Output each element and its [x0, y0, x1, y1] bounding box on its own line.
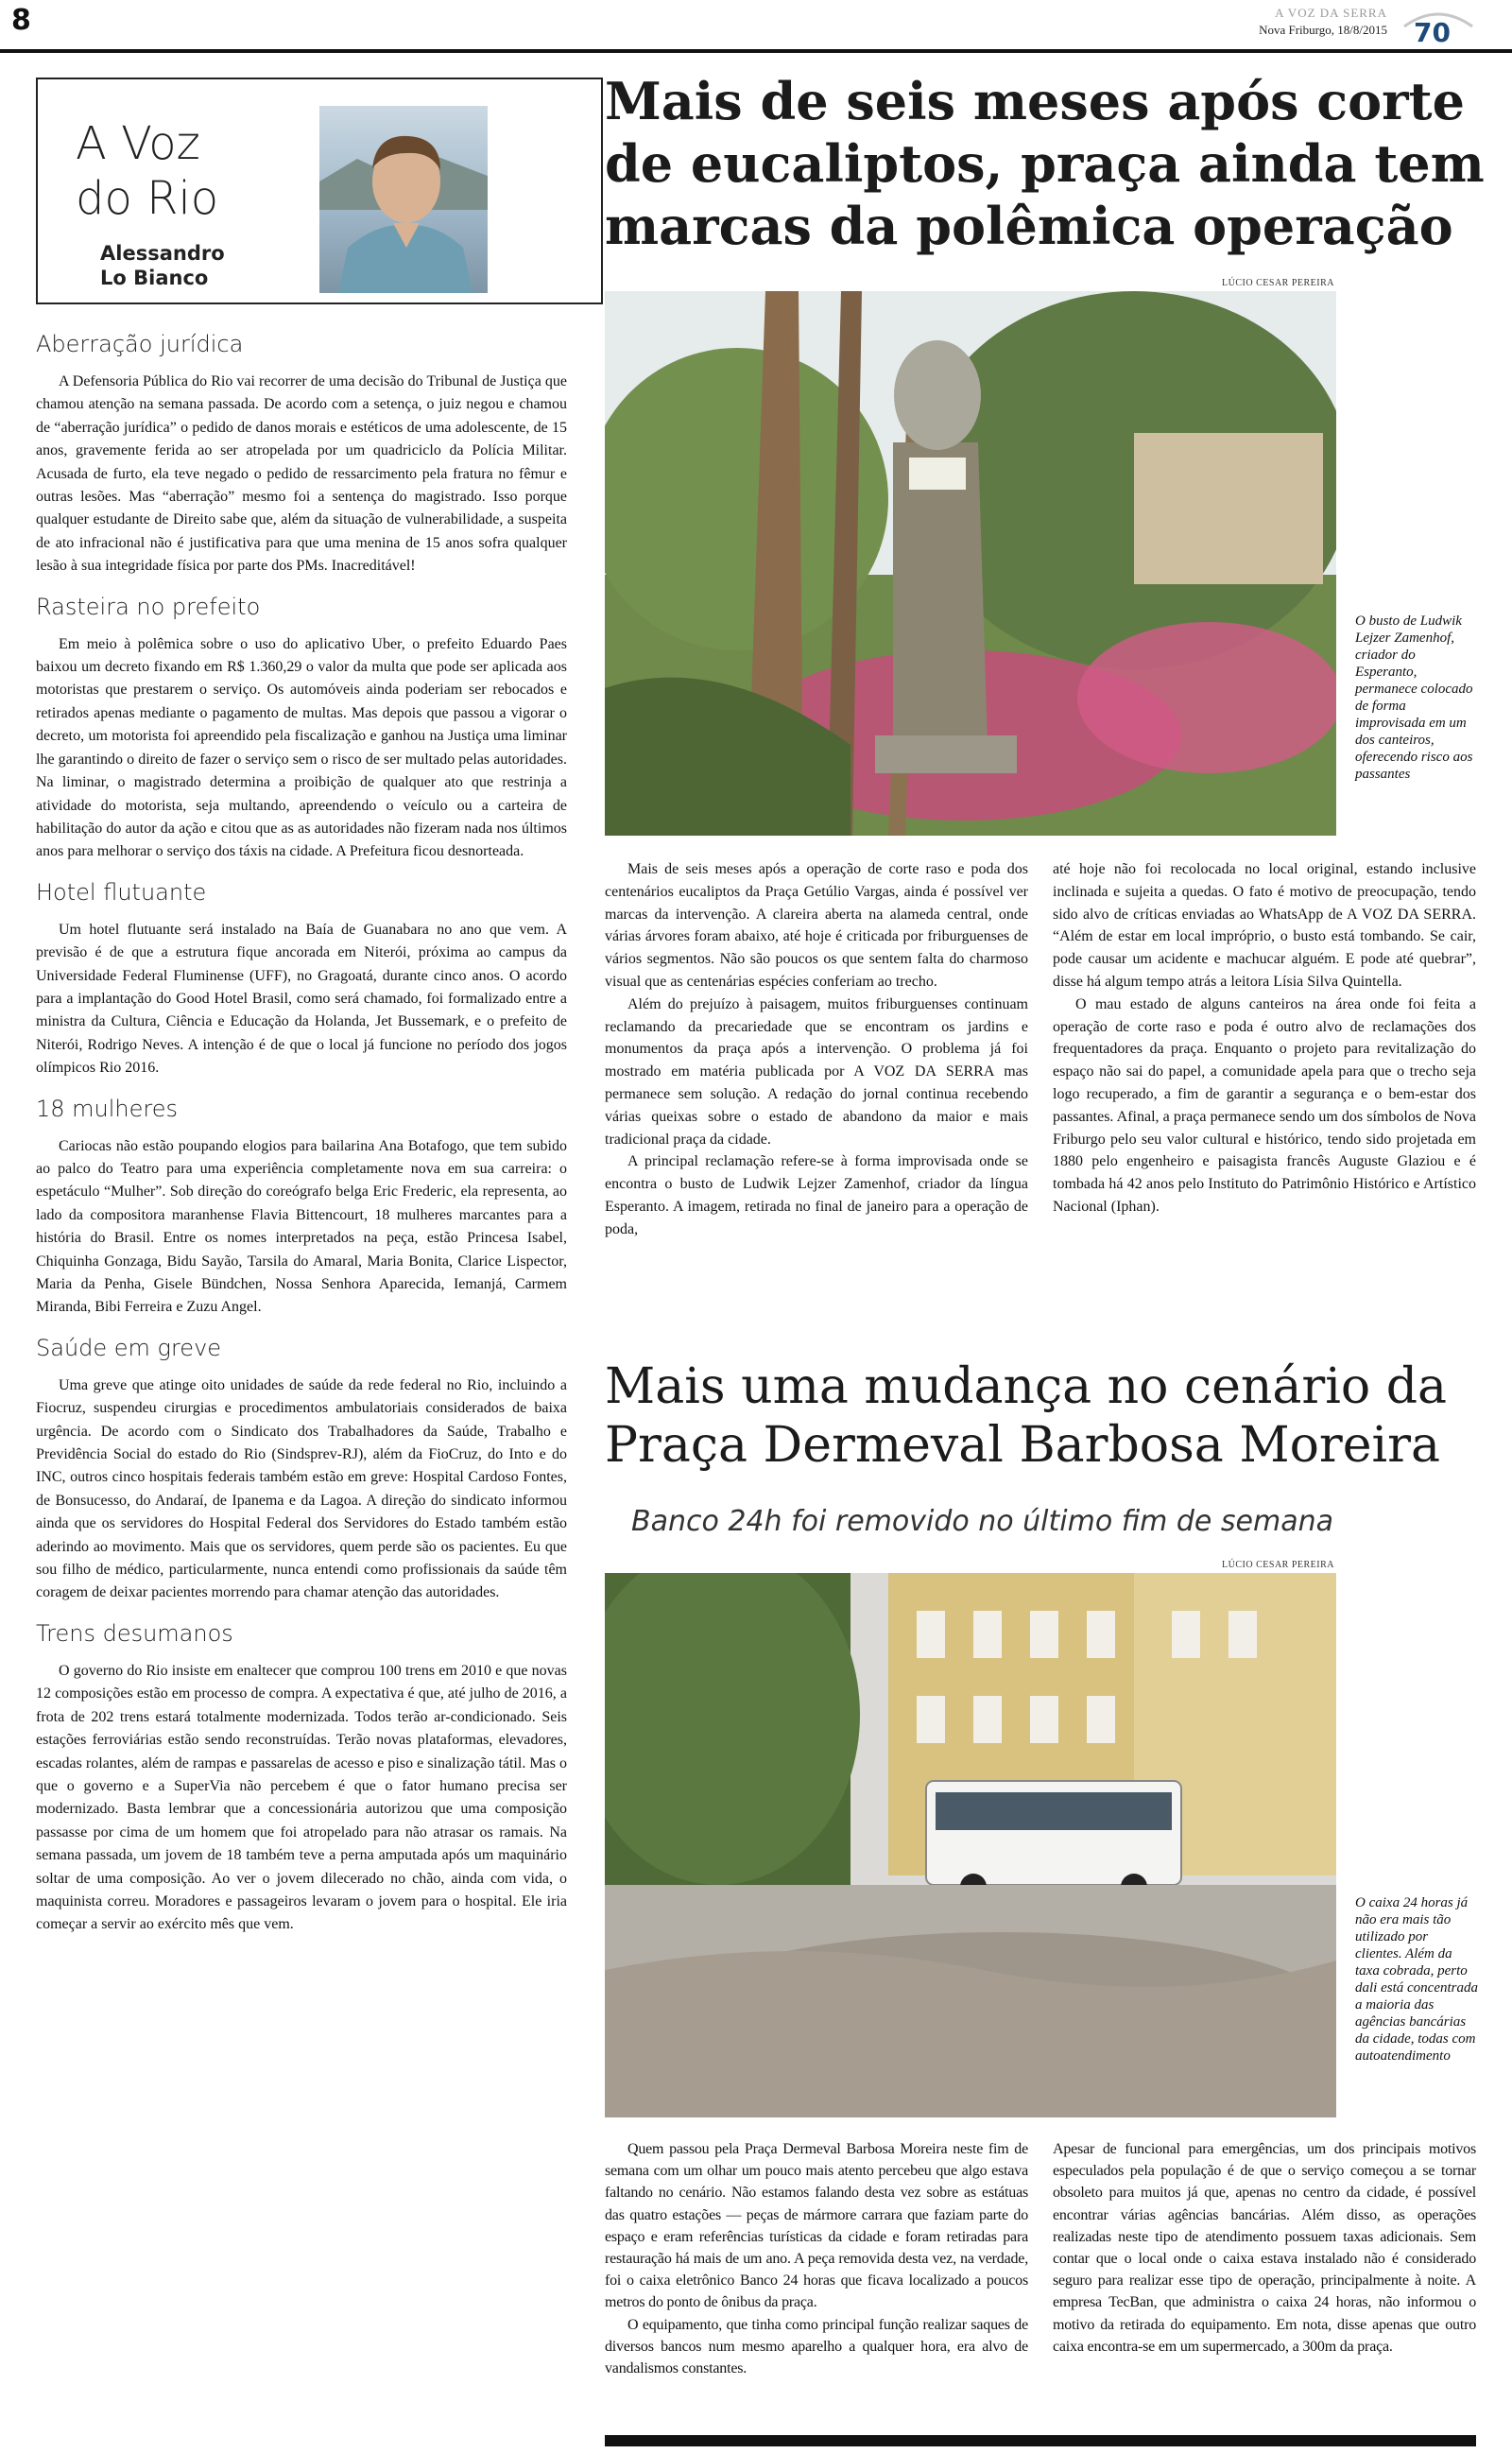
header-rule	[0, 49, 1512, 53]
article-paragraph: Mais de seis meses após a operação de corte raso e poda dos centenários eucaliptos da Praça Getúlio Vargas, ainda é possível ver marcas da intervenção. A clareira aberta na alameda central, onde várias árvores foram abaixo, até hoje é criticada por friburguenses de vários segmentos. Não são poucos os que sentem falta do charmoso visual que as centenárias espécies conferiam ao trecho.	[605, 861, 1028, 990]
section-heading: Trens desumanos	[36, 1619, 233, 1647]
section-heading: Hotel flutuante	[36, 878, 207, 906]
article1-photo	[605, 291, 1336, 836]
article-paragraph: Quem passou pela Praça Dermeval Barbosa Moreira neste fim de semana com um olhar um pouco mais atento percebeu que algo estava faltando no cenário. Não estamos falando desta vez sobre as estátuas das quatro estações — peças de mármore carrara que faziam parte do espaço e eram referências turísticas da cidade e foram retiradas para restauração há mais de um ano. A peça removida desta vez, na verdade, foi o caixa eletrônico Banco 24 horas que ficava localizado a poucos metros do ponto de ônibus da praça.	[605, 2141, 1028, 2311]
section-text	[36, 1374, 567, 1605]
headline-line: Mais uma mudança no cenário da	[605, 1358, 1447, 1415]
article1-col2	[1053, 858, 1476, 1218]
column-title-line2: do Rio	[76, 172, 219, 225]
column-header-box	[36, 78, 603, 304]
headline-line: marcas da polêmica operação	[605, 196, 1453, 256]
section-text	[36, 633, 567, 864]
section-text	[36, 1660, 567, 1937]
section-text	[36, 919, 567, 1080]
square-bus-photo-icon	[605, 1573, 1336, 2117]
section-paragraph: A Defensoria Pública do Rio vai recorrer de uma decisão do Tribunal de Justiça que chamou atenção na semana passada. De acordo com a setença, o juiz negou e chamou de “aberração jurídica” o pedido de danos morais e estéticos de uma adolescente, de 15 anos, gravemente ferida ao ser atropelada por um quadriciclo da Polícia Militar. Acusada de furto, ela teve negado o pedido de ressarcimento pela fratura no fêmur e outras lesões. Mas “aberração” mesmo foi a sentença do magistrado. Isso porque qualquer estudante de Direito sabe que, além da situação de vulnerabilidade, a suspeita de ato infracional não é justificativa para que uma menina de 15 anos sofra qualquer lesão à sua integridade física por parte dos PMs. Inacreditável!	[36, 373, 567, 575]
section-paragraph: O governo do Rio insiste em enaltecer que comprou 100 trens em 2010 e que novas 12 composições estão em processo de compra. A expectativa é que, até julho de 2016, a frota de 202 trens estará totalmente modernizada. Todos terão ar-condicionado. Seis estações ferroviárias estão sendo reconstruídas. Terão novas plataformas, elevadores, escadas rolantes, além de rampas e passarelas de acesso e piso e sinalização tátil. Mas o que o governo e a SuperVia não percebem é que o fator humano precisa ser modernizado. Basta lembrar que a concessionária autorizou que uma composição passasse por cima de um homem que foi atropelado para não atrasar os ramais. Na semana passada, um jovem de 18 também teve a perna amputada após um maquinário soltar de uma composição. Ao ver o jovem dilecerado no chão, ainda com vida, o maquinista correu. Moradores e passageiros levaram o jovem para o hospital. Ele iria começar a servir ao exército mês que vem.	[36, 1662, 567, 1933]
bust-garden-photo-icon	[605, 291, 1336, 836]
article-paragraph: O equipamento, que tinha como principal função realizar saques de diversos bancos num mesmo aparelho a qualquer hora, era alvo de vandalismos constantes.	[605, 2316, 1028, 2377]
column-title-line1: A Voz	[76, 117, 200, 170]
article1-col1	[605, 858, 1028, 1241]
article-paragraph: A principal reclamação refere-se à forma improvisada onde se encontra o busto de Ludwik Lejzer Zamenhof, criador da língua Esperanto. A imagem, retirada no final de janeiro para a operação de poda,	[605, 1153, 1028, 1237]
page-number: 8	[11, 4, 31, 37]
article2-photo	[605, 1573, 1336, 2117]
anniversary-logo-icon	[1400, 8, 1476, 45]
article2-headline	[605, 1357, 1503, 1475]
section-paragraph: Em meio à polêmica sobre o uso do aplicativo Uber, o prefeito Eduardo Paes baixou um decreto fixando em R$ 1.360,29 o valor da multa que pode ser aplicada aos motoristas que prestarem o serviço. Os automóveis ainda poderiam ser rebocados e retirados apenas mediante o pagamento de multas. Mas depois que passou a vigorar o decreto, um motorista foi apreendido pela fiscalização e ganhou na Justiça uma liminar lhe garantindo o direito de fazer o serviço sem o risco de ser multado pelas autoridades. Na liminar, o magistrado determina a proibição de qualquer ato que restrinja a atividade do motorista, seja multando, apreendendo o veículo ou a carteira de habilitação do autor da ação e citou que as as autoridades não fizeram nada nos últimos anos para melhorar o serviço dos táxis na cidade. A Prefeitura ficou desnorteada.	[36, 635, 567, 860]
section-paragraph: Uma greve que atinge oito unidades de saúde da rede federal no Rio, incluindo a Fiocruz, suspendeu cirurgias e procedimentos ambulatoriais considerados de baixa urgência. De acordo com o Sindicato dos Trabalhadores da Saúde, Trabalho e Previdência Social do estado do Rio (Sindsprev-RJ), além da FioCruz, do Into e do INC, outros cinco hospitais federais também estão em greve: Hospital Cardoso Fontes, de Bonsucesso, do Andaraí, de Ipanema e da Lagoa. A direção do sindicato informou ainda que os servidores do Hospital Federal dos Servidores do Estado também estão aderindo ao movimento. Mais que os servidores, quem perde são os pacientes. Eu que sou filho de médico, particularmente, nunca entendi como profissionais da saúde têm coragem de deixar pacientes morrendo para chamar atenção das autoridades.	[36, 1376, 567, 1601]
section-heading: Saúde em greve	[36, 1334, 222, 1361]
article2-col1	[605, 2138, 1028, 2379]
photo-credit: LÚCIO CESAR PEREIRA	[1222, 1560, 1334, 1570]
section-paragraph: Cariocas não estão poupando elogios para bailarina Ana Botafogo, que tem subido ao palco do Teatro para uma experiência completamente nova em sua carreira: o espetáculo “Mulher”. Sob direção do coreógrafo belga Eric Frederic, ela representa, ao lado da compositora maranhense Flavia Bittencourt, 18 mulheres marcantes para a história do Brasil. Entre os nomes interpretados na peça, estão Princesa Isabel, Chiquinha Gonzaga, Bidu Sayão, Tarsila do Amaral, Maria Bonita, Clarice Lispector, Maria da Penha, Gisele Bündchen, Nossa Senhora Aparecida, Iemanjá, Carmem Miranda, Bibi Ferreira e Zuzu Angel.	[36, 1137, 567, 1316]
issue-date: Nova Friburgo, 18/8/2015	[1259, 23, 1387, 37]
author-photo	[319, 106, 488, 293]
section-heading: Rasteira no prefeito	[36, 593, 261, 620]
article-paragraph: Apesar de funcional para emergências, um dos principais motivos especulados pela população é de que o serviço começou a se tornar obsoleto para muitos já que, apenas no centro da cidade, é possível encontrar várias agências bancárias. Além disso, as operações realizadas neste tipo de atendimento possuem taxas adicionais. Sem contar que o local onde o caixa estava instalado não é considerado seguro para realizar esse tipo de operação, principalmente à noite. A empresa TecBan, que administra o caixa 24 horas, não informou o motivo da retirada do equipamento. Em nota, disse apenas que outro caixa encontra-se em um supermercado, a 300m da praça.	[1053, 2141, 1476, 2355]
headline-line: Mais de seis meses após corte	[605, 71, 1465, 131]
article2-subhead: Banco 24h foi removido no último fim de semana	[631, 1505, 1333, 1538]
section-heading: 18 mulheres	[36, 1095, 179, 1122]
photo-credit: LÚCIO CESAR PEREIRA	[1222, 278, 1334, 288]
article1-photo-caption: O busto de Ludwik Lejzer Zamenhof, criador do Esperanto, permanece colocado de forma improvisada em um dos canteiros, oferecendo risco aos passantes	[1355, 614, 1473, 782]
article-paragraph: Além do prejuízo à paisagem, muitos friburguenses continuam reclamando da precariedade que se encontram os jardins e monumentos da praça após a intervenção. O problema já foi mostrado em matéria publicada por A VOZ DA SERRA mas permanece sem solução. A redação do jornal continua recebendo várias queixas sobre o estado de abandono da maior e mais tradicional praça da cidade.	[605, 995, 1028, 1148]
article2-photo-caption: O caixa 24 horas já não era mais tão utilizado por clientes. Além da taxa cobrada, perto dali está concentrada a maioria das agências bancárias da cidade, todas com autoatendimento	[1355, 1895, 1478, 2064]
logo-badge	[1400, 8, 1476, 45]
article2-col2	[1053, 2138, 1476, 2358]
column-author-line1: Alessandro	[100, 242, 225, 265]
headline-line: Praça Dermeval Barbosa Moreira	[605, 1417, 1440, 1474]
column-body	[36, 331, 567, 1937]
newspaper-name: A VOZ DA SERRA	[1275, 6, 1387, 20]
article-paragraph: O mau estado de alguns canteiros na área onde foi feita a operação de corte raso e poda é outro alvo de reclamações dos frequentadores da praça. Enquanto o projeto para revitalização do espaço não sai do papel, a comunidade apela para que o trecho seja logo recuperado, a fim de garantir a segurança e o bem-estar dos passantes. Afinal, a praça permanece sendo um dos símbolos de Nova Friburgo pelo seu valor cultural e histórico, tendo sido projetada em 1880 pelo engenheiro e paisagista francês Auguste Glaziou e é tombada há 42 anos pelo Instituto do Patrimônio Histórico e Artístico Nacional (Iphan).	[1053, 995, 1476, 1215]
logo-text: 70	[1414, 17, 1451, 45]
column-author-line2: Lo Bianco	[100, 267, 209, 289]
section-paragraph: Um hotel flutuante será instalado na Baía de Guanabara no ano que vem. A previsão é de que a estrutura fique ancorada em Niterói, próxima ao campus da Universidade Federal Fluminense (UFF), no Gragoatá, durante cinco anos. O acordo para a implantação do Good Hotel Brasil, como será chamado, foi formalizado entre a ministra da Cultura, Ciência e Educação da Holanda, Jet Bussemark, e o prefeito de Niterói, Rodrigo Neves. A intenção é de que o local já funcione no período dos jogos olímpicos Rio 2016.	[36, 921, 567, 1077]
section-heading: Aberração jurídica	[36, 331, 244, 357]
section-text	[36, 371, 567, 579]
section-text	[36, 1135, 567, 1320]
article1-headline	[605, 70, 1493, 257]
article-paragraph: até hoje não foi recolocada no local original, estando inclusive inclinada e sujeita a quedas. O fato é motivo de preocupação, tendo sido alvo de críticas enviadas ao WhatsApp de A VOZ DA SERRA. “Além de estar em local impróprio, o busto está tombando. Se cair, pode causar um acidente e machucar alguém. E pode até quebrar”, disse há algum tempo atrás a leitora Lísia Silva Quintella.	[1053, 861, 1476, 990]
author-portrait-icon	[319, 106, 488, 293]
headline-line: de eucaliptos, praça ainda tem	[605, 133, 1485, 194]
footer-rule	[605, 2435, 1476, 2446]
